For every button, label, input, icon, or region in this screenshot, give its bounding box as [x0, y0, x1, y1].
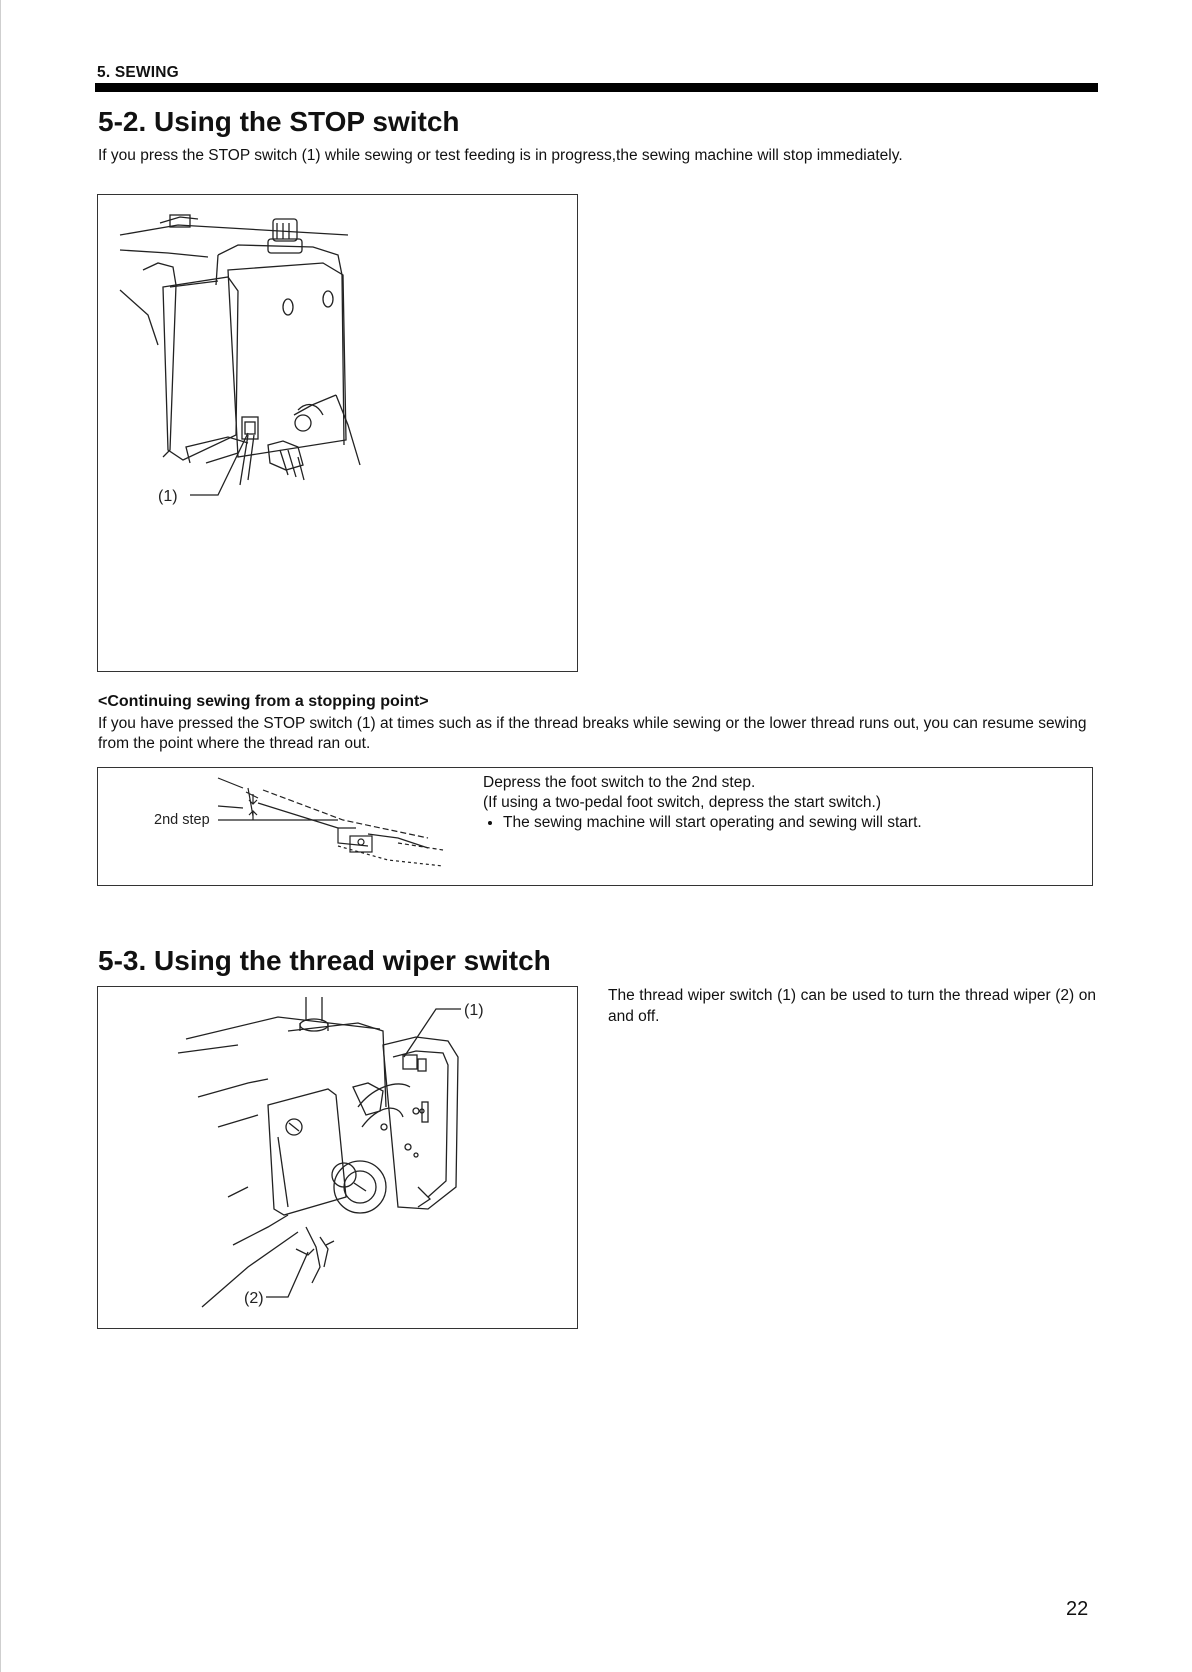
stop-switch-figure [97, 194, 578, 672]
page-number: 22 [1066, 1598, 1089, 1620]
section-5-3-title: 5-3. Using the thread wiper switch [98, 945, 551, 976]
section-5-2-intro: If you press the STOP switch (1) while sewing or test feeding is in progress,the sewing machine will stop immediately. [98, 147, 903, 164]
second-step-label: 2nd step [154, 812, 210, 828]
section-5-2-title: 5-2. Using the STOP switch [98, 106, 460, 137]
thread-wiper-text: The thread wiper switch (1) can be used to turn the thread wiper (2) on and off. [608, 987, 1096, 1025]
section-header: 5. SEWING [97, 64, 179, 81]
instruction-line: Depress the foot switch to the 2nd step. [483, 774, 756, 791]
foot-switch-instructions [483, 773, 922, 833]
instruction-bullet: • The sewing machine will start operating and sewing will start. [503, 813, 922, 833]
continuing-text: If you have pressed the STOP switch (1) at times such as if the thread breaks while sewing or the lower thread runs out, you can resume sewing from the point where the thread ran out. [98, 715, 1087, 752]
header-rule [95, 83, 1098, 92]
thread-wiper-callout: (2) [244, 1290, 264, 1307]
continuing-heading: <Continuing sewing from a stopping point> [98, 693, 429, 710]
thread-wiper-figure [97, 986, 578, 1329]
stop-switch-callout: (1) [158, 488, 178, 505]
stop-switch-illustration [98, 195, 579, 673]
page-edge [0, 0, 1, 1672]
wiper-switch-callout: (1) [464, 1002, 484, 1019]
thread-wiper-illustration [98, 987, 579, 1330]
instruction-note: (If using a two-pedal foot switch, depress the start switch.) [483, 794, 882, 811]
instruction-bullets [483, 813, 922, 833]
